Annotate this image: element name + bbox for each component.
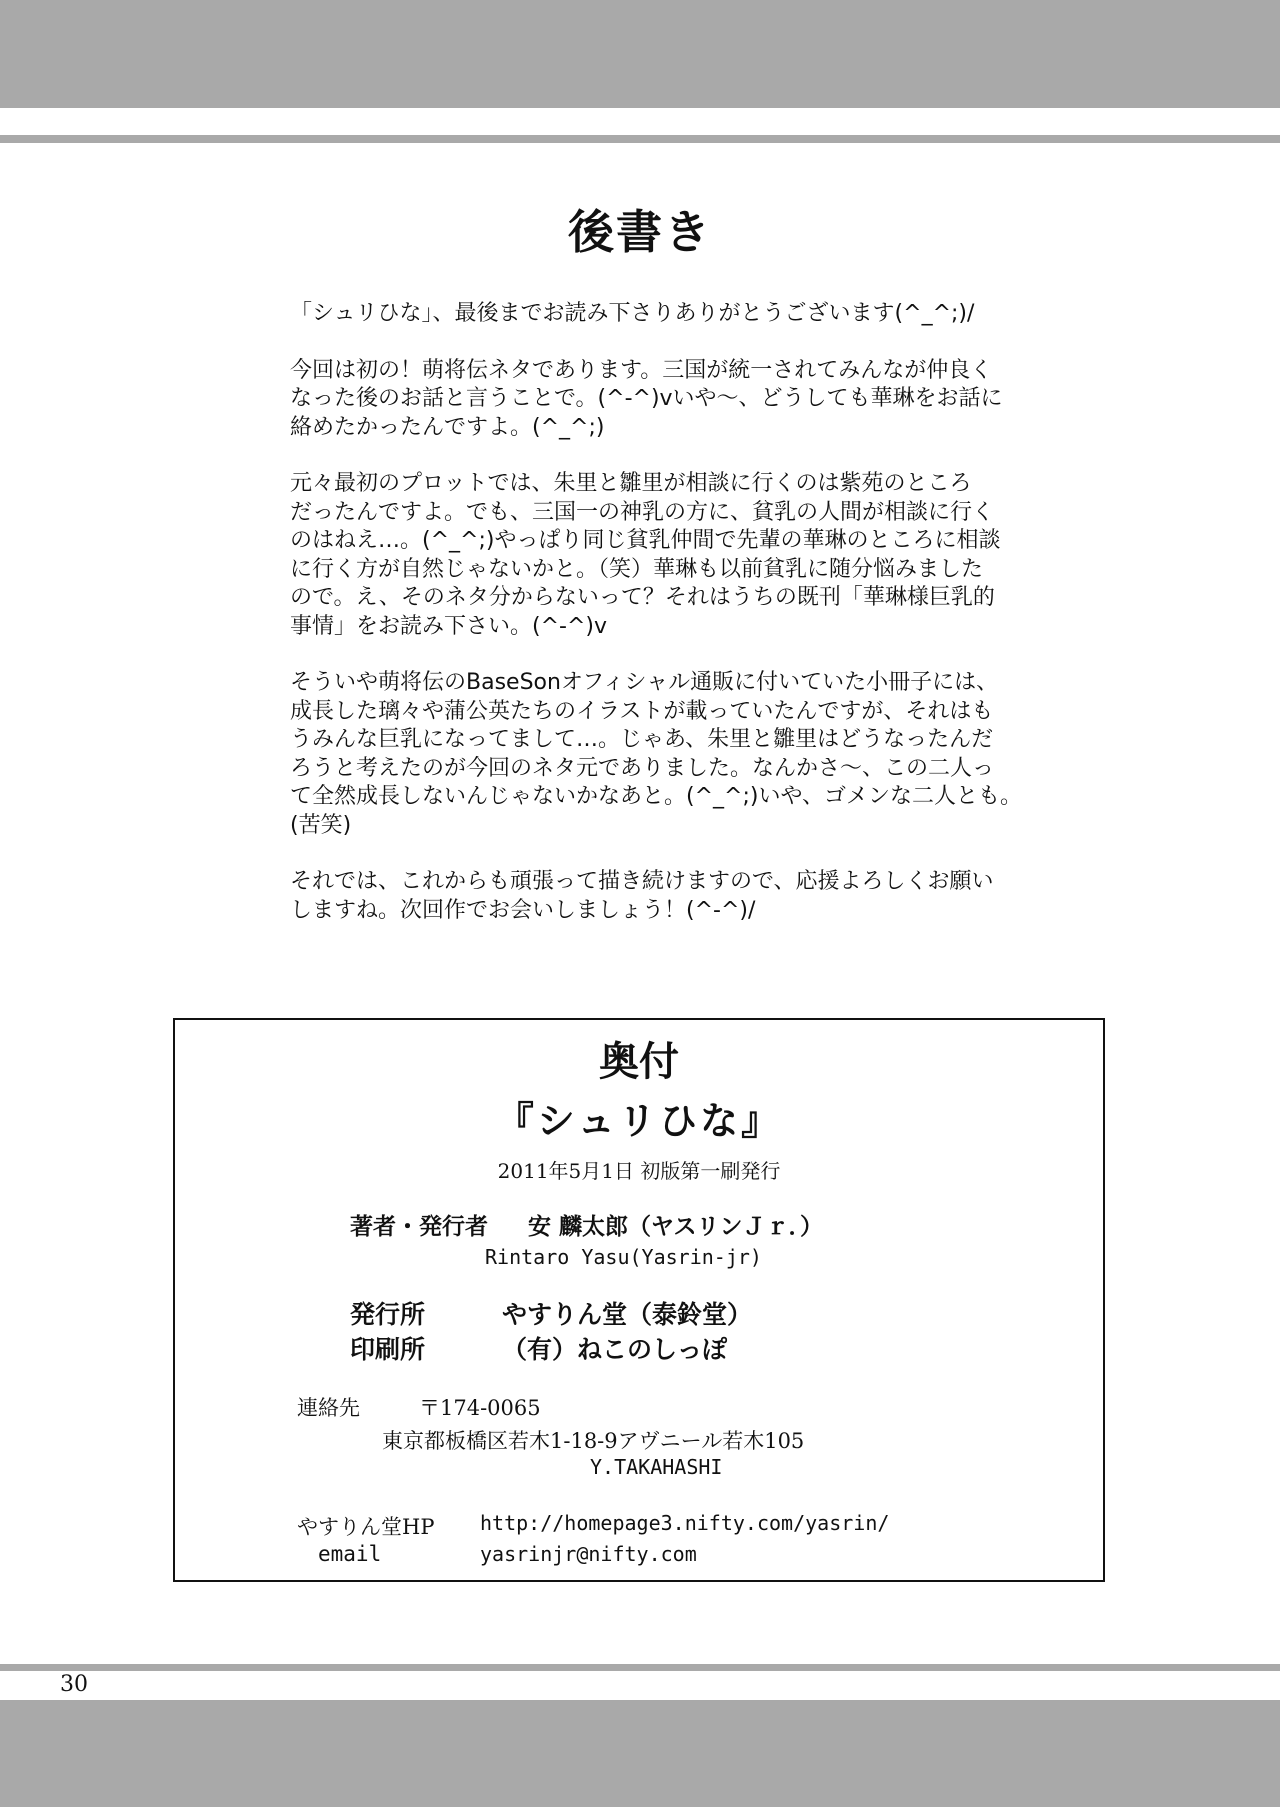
- author-label: 著者・発行者: [350, 1213, 488, 1240]
- contact-row: [297, 1392, 541, 1422]
- bottom-gray-band: [0, 1700, 1280, 1807]
- printer-row: [350, 1330, 727, 1366]
- publisher-row: [350, 1295, 752, 1331]
- author-value: 安 麟太郎（ヤスリンＪｒ．）: [528, 1213, 824, 1240]
- email-label: email: [318, 1542, 382, 1566]
- page-number: 30: [60, 1672, 88, 1697]
- bottom-rule: [0, 1664, 1280, 1671]
- publisher-value: やすりん堂（泰鈴堂）: [502, 1300, 753, 1329]
- author-row: [350, 1208, 823, 1241]
- publisher-label: 発行所: [350, 1300, 426, 1329]
- homepage-label: やすりん堂HP: [297, 1515, 435, 1539]
- top-gray-band: [0, 0, 1280, 108]
- afterword-paragraph: それでは、これからも頑張って描き続けますので、応援よろしくお願い しますね。次回作でお会いしましょう！(^-^)/: [290, 869, 994, 923]
- homepage-row: [297, 1511, 890, 1541]
- email-value: yasrinjr@nifty.com: [480, 1542, 697, 1566]
- work-title: 『シュリひな』: [495, 1098, 783, 1143]
- printer-label: 印刷所: [350, 1335, 426, 1364]
- email-row: [318, 1542, 697, 1566]
- contact-name: Y.TAKAHASHI: [590, 1455, 723, 1479]
- printer-value: （有）ねこのしっぽ: [502, 1335, 728, 1364]
- address: 東京都板橋区若木1-18-9アヴニール若木105: [382, 1429, 805, 1453]
- afterword-body: [290, 300, 1030, 953]
- homepage-url: http://homepage3.nifty.com/yasrin/: [480, 1511, 890, 1535]
- postal-code: 〒174-0065: [419, 1396, 541, 1420]
- afterword-paragraph: 今回は初の！萌将伝ネタであります。三国が統一されてみんなが仲良く なった後のお話と言うことで。(^-^)vいや〜、どうしても華琳をお話に 絡めたかったんですよ。(^_^;): [290, 357, 1003, 440]
- author-romaji: Rintaro Yasu(Yasrin-jr): [485, 1245, 762, 1269]
- colophon-box: [173, 1018, 1105, 1582]
- top-rule: [0, 135, 1280, 143]
- afterword-paragraph: 「シュリひな」、最後までお読み下さりありがとうございます(^_^;)/: [290, 301, 975, 326]
- contact-label: 連絡先: [297, 1396, 360, 1420]
- afterword-title: 後書き: [568, 205, 712, 259]
- publication-date: 2011年5月1日 初版第一刷発行: [497, 1159, 781, 1183]
- colophon-title: 奥付: [599, 1039, 679, 1085]
- afterword-paragraph: そういや萌将伝のBaseSonオフィシャル通販に付いていた小冊子には、 成長した璃々や蒲公英たちのイラストが載っていたんですが、それはも うみんな巨乳になってまして…。じゃあ、朱里と雛里はどうなったんだ ろうと考えたのが今回のネタ元でありました。なんかさ〜、この二人っ て全然成長しないんじゃないかなあと。(^_^;)いや、ゴメンな二人とも。 (苦笑): [290, 670, 1023, 838]
- afterword-paragraph: 元々最初のプロットでは、朱里と雛里が相談に行くのは紫苑のところ だったんですよ。でも、三国一の神乳の方に、貧乳の人間が相談に行く のはねえ…。(^_^;)やっぱり同じ貧乳仲間で先輩の華琳のところに相談 に行く方が自然じゃないかと。（笑）華琳も以前貧乳に随分悩みました ので。え、そのネタ分からないって？それはうちの既刊「華琳様巨乳的 事情」をお読み下さい。(^-^)v: [290, 471, 1001, 639]
